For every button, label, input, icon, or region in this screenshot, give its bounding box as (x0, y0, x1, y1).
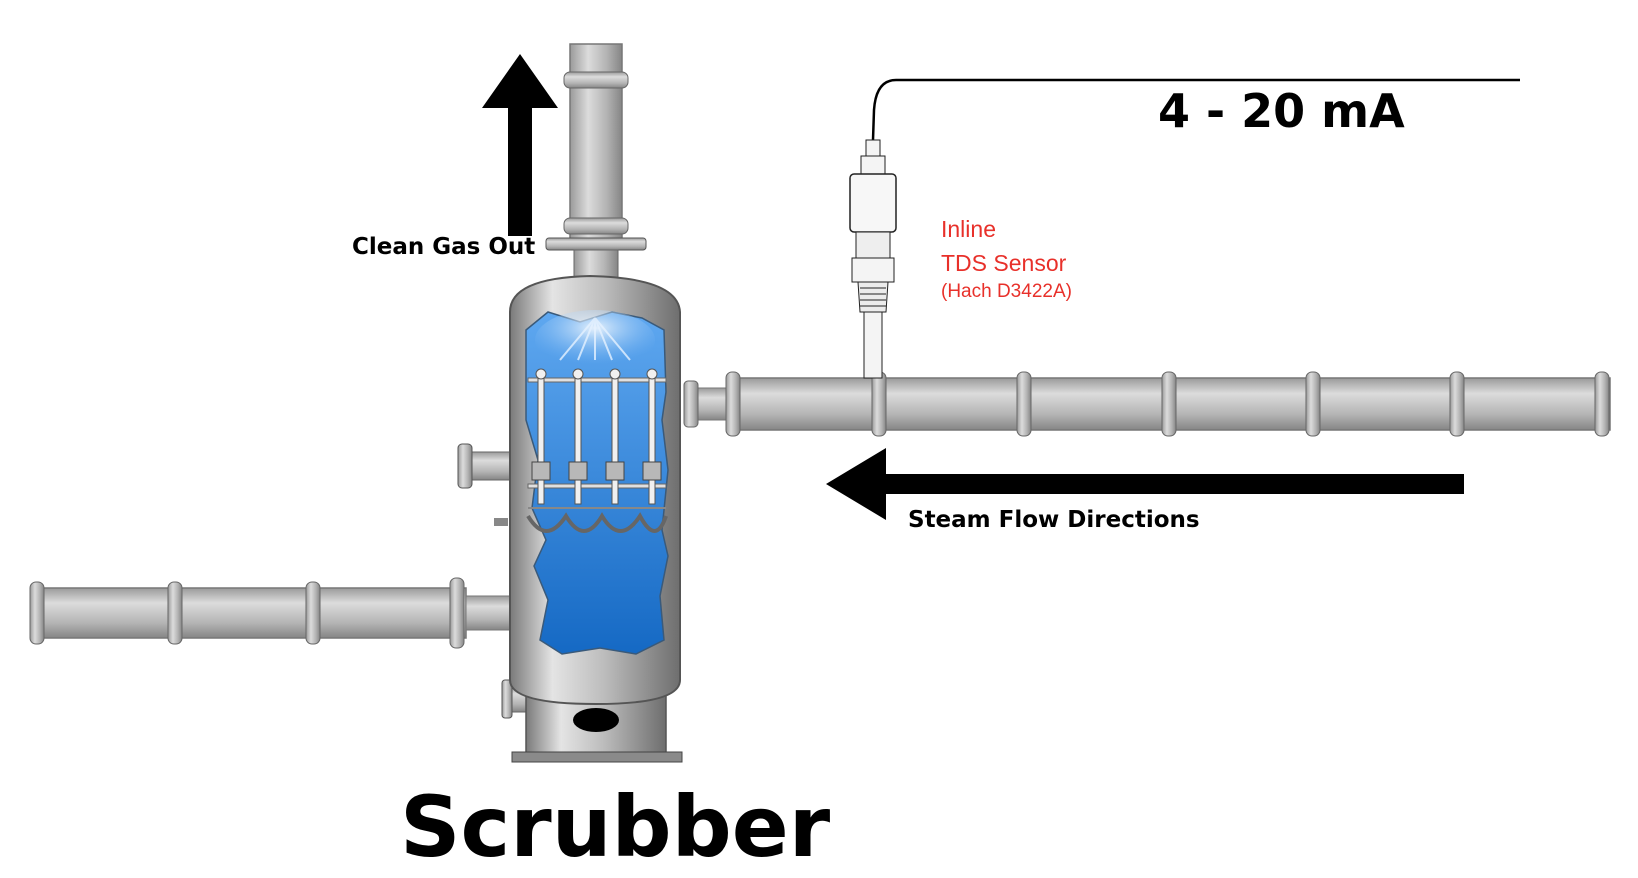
liquid-outlet-pipe (30, 578, 516, 648)
clean-gas-label: Clean Gas Out (352, 234, 536, 260)
sensor-model-label: (Hach D3422A) (941, 281, 1072, 302)
tds-sensor-icon (850, 140, 896, 378)
signal-label: 4 - 20 mA (1158, 84, 1405, 138)
sensor-label (941, 212, 1066, 280)
diagram-title: Scrubber (400, 778, 831, 876)
sensor-label-line2: TDS Sensor (941, 250, 1067, 276)
scrubber-vessel-icon (510, 276, 682, 762)
steam-inlet-pipe (684, 372, 1610, 436)
sensor-label-line1: Inline (941, 216, 996, 242)
up-arrow-icon (482, 54, 558, 236)
steam-flow-label: Steam Flow Directions (908, 507, 1200, 533)
gas-outlet-pipe (546, 44, 646, 278)
